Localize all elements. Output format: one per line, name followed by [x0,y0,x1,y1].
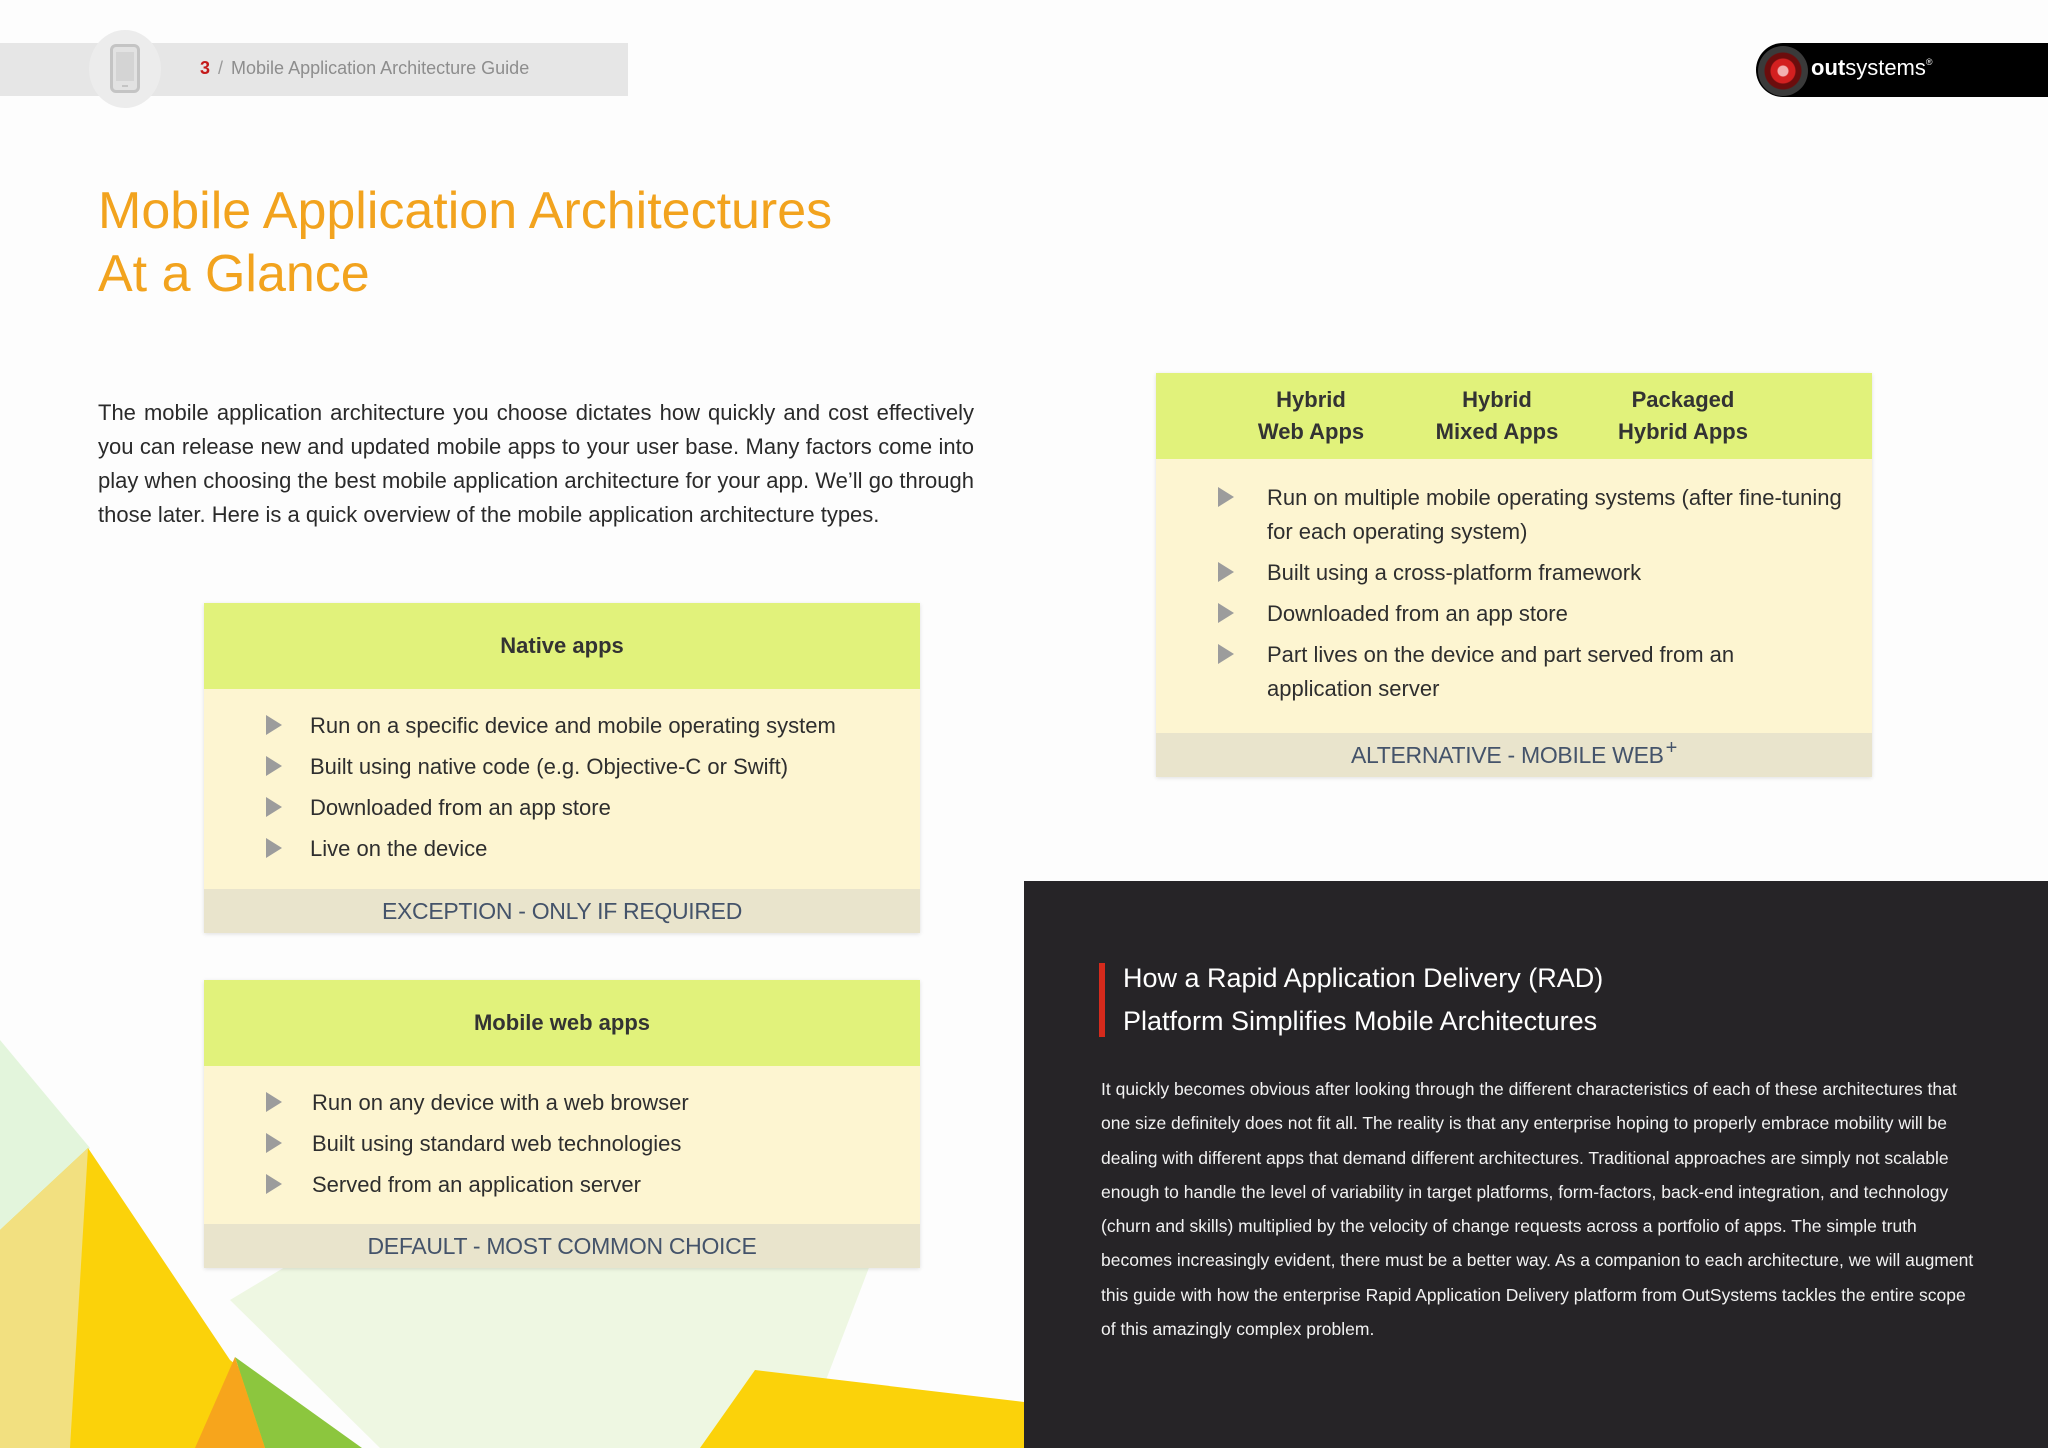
list-item [310,832,920,866]
breadcrumb [200,58,529,79]
native-apps-body [204,689,920,889]
hybrid-apps-body [1156,459,1872,733]
column-label-line-2: Web Apps [1257,419,1365,444]
list-item [1267,481,1842,549]
bullet-triangle-icon [266,797,282,817]
bullet-triangle-icon [266,838,282,858]
hybrid-apps-list [1267,481,1842,706]
list-item-text: Run on multiple mobile operating systems (after fine-tuning for each operating system) [1267,485,1842,544]
list-item [312,1127,920,1161]
list-item-text: Built using a cross-platform framework [1267,560,1642,585]
hybrid-apps-heading [1156,373,1872,459]
native-apps-footer: EXCEPTION - ONLY IF REQUIRED [204,889,920,933]
hybrid-web-apps-column [1246,384,1376,448]
bullet-triangle-icon [1218,603,1234,623]
native-apps-card [204,603,920,933]
mobile-web-apps-heading: Mobile web apps [204,980,920,1066]
column-label-line-1: Hybrid [1462,387,1532,412]
list-item [1267,597,1842,631]
bullet-triangle-icon [266,715,282,735]
bullet-triangle-icon [1218,487,1234,507]
list-item [312,1086,920,1120]
outsystems-logo-icon [1758,46,1808,96]
rad-title-line-1: How a Rapid Application Delivery (RAD) [1123,963,1604,993]
column-label-line-1: Packaged [1631,387,1735,412]
column-label-line-2: Mixed Apps [1435,419,1559,444]
rad-title-accent-bar [1099,963,1105,1037]
brand-name-bold: out [1811,55,1846,80]
list-item [310,791,920,825]
bullet-triangle-icon [266,1092,282,1112]
phone-icon [110,44,140,93]
hybrid-apps-footer [1156,733,1872,777]
page-number: 3 [200,58,211,78]
mobile-web-apps-list [312,1086,920,1202]
mobile-web-apps-footer: DEFAULT - MOST COMMON CHOICE [204,1224,920,1268]
document-title: Mobile Application Architecture Guide [231,58,530,78]
list-item-text: Served from an application server [312,1172,641,1197]
list-item-text: Downloaded from an app store [1267,601,1568,626]
list-item-text: Live on the device [310,836,488,861]
list-item-text: Run on a specific device and mobile operating system [310,713,836,738]
bullet-triangle-icon [266,1174,282,1194]
brand-registered-mark: ® [1925,57,1933,67]
intro-paragraph: The mobile application architecture you choose dictates how quickly and cost effectively you can release new and updated mobile apps to your user base. Many factors come into play when choosing the best mobile application architecture for your app. We’ll go through those later. Here is a quick overview of the mobile application architecture types. [98,400,974,527]
hybrid-mixed-apps-column [1432,384,1562,448]
page-title [98,180,898,306]
list-item-text: Downloaded from an app store [310,795,611,820]
rad-title [1123,957,1823,1043]
native-apps-list [310,709,920,866]
list-item-text: Built using standard web technologies [312,1131,682,1156]
native-apps-heading: Native apps [204,603,920,689]
breadcrumb-separator: / [218,58,224,78]
bullet-triangle-icon [266,1133,282,1153]
list-item-text: Part lives on the device and part served from an application server [1267,642,1735,701]
rad-body-paragraph: It quickly becomes obvious after looking through the different characteristics of each of these architectures that one size definitely does not fit all. The reality is that any enterprise hoping to properly embrace mobility will be dealing with different apps that demand different architectures. Traditional approaches are simply not scalable enough to handle the level of variability in target platforms, form-factors, back-end integration, and technology (churn and skills) multiplied by the velocity of change requests across a portfolio of apps. The simple truth becomes increasingly evident, there must be a better way. As a companion to each architecture, we will augment this guide with how the enterprise Rapid Application Delivery platform from OutSystems tackles the entire scope of this amazingly complex problem. [1101,1079,1974,1340]
brand-name [1811,55,1933,81]
page-title-line-1: Mobile Application Architectures [98,182,833,240]
list-item [312,1168,920,1202]
column-label-line-1: Hybrid [1276,387,1346,412]
column-label-line-2: Hybrid Apps [1618,419,1748,444]
packaged-hybrid-apps-column [1618,384,1748,448]
bullet-triangle-icon [1218,644,1234,664]
brand-name-regular: systems [1845,55,1926,80]
hybrid-apps-footer-text: ALTERNATIVE - MOBILE WEB [1350,741,1664,768]
list-item [1267,638,1842,706]
hybrid-apps-card [1156,373,1872,777]
list-item [310,709,920,743]
list-item-text: Run on any device with a web browser [312,1090,689,1115]
mobile-web-apps-card [204,980,920,1268]
bullet-triangle-icon [1218,562,1234,582]
hybrid-apps-footer-plus: + [1665,736,1678,759]
list-item-text: Built using native code (e.g. Objective-C or Swift) [310,754,789,779]
rad-title-line-2: Platform Simplifies Mobile Architectures [1123,1006,1598,1036]
decor-bottom-yellow-shape [700,1370,1024,1448]
page-title-line-2: At a Glance [98,245,370,303]
list-item [310,750,920,784]
bullet-triangle-icon [266,756,282,776]
mobile-web-apps-body [204,1066,920,1224]
list-item [1267,556,1842,590]
